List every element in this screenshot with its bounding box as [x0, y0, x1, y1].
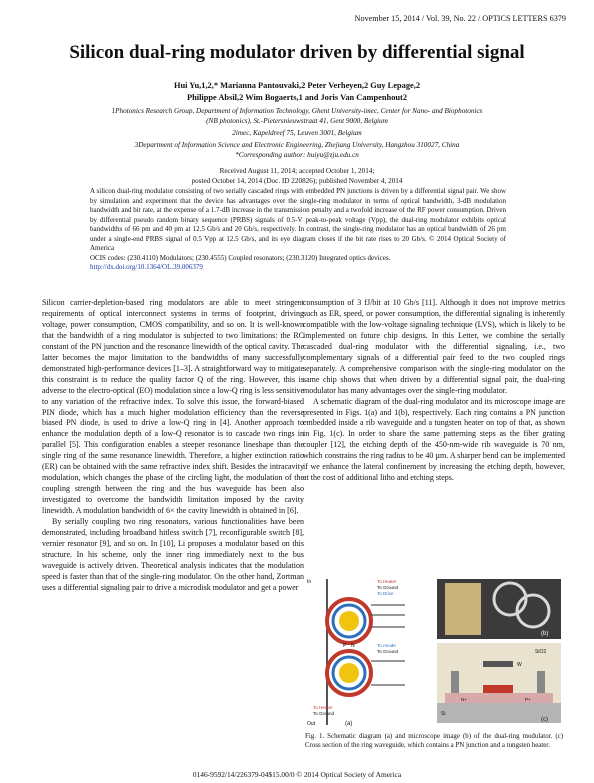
label-n-plus: N+ — [461, 697, 467, 702]
label-w: W — [517, 662, 522, 668]
affiliation-1-line-1: 1Photonics Research Group, Department of Information Technology, Ghent University-imec, Center for Nano- and Biophotonics — [111, 107, 483, 115]
author-line-1: Hui Yu,1,2,* Marianna Pantouvaki,2 Peter Verheyen,2 Guy Lepage,2 — [173, 81, 421, 90]
via-left — [451, 671, 459, 693]
affiliation-1-line-2: (NB photonics), St.-Pietersnieuwstraat 41, Gent 9000, Belgium — [206, 117, 388, 125]
microscope-panel — [437, 579, 561, 639]
heater-pad-upper — [339, 611, 359, 631]
via-right — [537, 671, 545, 693]
label-to-ground-2: To Ground — [377, 649, 399, 654]
panel-a-label: (a) — [345, 721, 353, 727]
running-head: November 15, 2014 / Vol. 39, No. 22 / OPTICS LETTERS 6379 — [354, 14, 566, 23]
label-to-ground-3: To Ground — [313, 711, 335, 716]
ocis-codes: OCIS codes: (230.4110) Modulators; (230.4555) Coupled resonators; (230.3120) Integrated optics devices. — [90, 253, 391, 262]
abstract-text: A silicon dual-ring modulator consisting of two serially cascaded rings with embedded PN junctions is driven by a differential signal pair. We show by simulation and experiment that the device has advantages over the single-ring modulator in terms of optical bandwidth, 3-dB modulation bandwidth and bit rate, at the expense of a 1.7-dB increase in the transmission penalty and a twofold increase of the RF power consumption. Driven by differential pseudo random binary sequence (PRBS) signals of 0.5-V peak-to-peak voltage (Vpp), the dual-ring modulator exhibits optical bandwidths of 66 pm and 40 pm at 12.5 Gb/s and 20 Gb/s, respectively. In contrast, the single-ring modulator has an optical bandwidth of 26 pm under a single-end PRBS signal of 0.5 Vpp at 12.5 Gb/s, and its eye diagram closes if the bit rate rises to 20 Gb/s. © 2014 Optical Society of America — [90, 187, 506, 253]
label-to-heater-2: To Heater — [313, 705, 333, 710]
panel-c-label: (c) — [541, 717, 548, 723]
label-n: N — [351, 643, 355, 649]
body-column-right — [303, 298, 565, 484]
cross-section-panel — [437, 643, 561, 723]
schematic-panel — [307, 579, 405, 727]
panel-b-label: (b) — [541, 631, 549, 637]
affiliation-3: 3Department of Information Science and Electronic Engineering, Zhejiang University, Hangzhou 310027, China — [134, 141, 460, 149]
figure-1 — [305, 575, 563, 730]
label-p-plus: P+ — [525, 697, 531, 702]
affiliation-2: 2imec, Kapeldreef 75, Leuven 3001, Belgium — [232, 129, 362, 137]
label-out: Out — [307, 721, 316, 727]
label-sio2: SiO2 — [535, 649, 547, 655]
page-footer: 0146-9592/14/226379-04$15.00/0 © 2014 Optical Society of America — [192, 770, 402, 779]
dates-line-2: posted October 14, 2014 (Doc. ID 220826); published November 4, 2014 — [191, 177, 403, 185]
label-to-drive: To Drive — [377, 591, 394, 596]
dates-line-1: Received August 11, 2014; accepted October 1, 2014; — [219, 167, 375, 175]
paragraph: A schematic diagram of the dual-ring modulator and its microscope image are presented in Figs. 1(a) and 1(b), respectively. Each ring contains a PN junction embedded inside a rib waveguide and a tungsten heater on top of that, as shown in Fig. 1(c). In order to share the same patterning steps as the fiber grating coupler [12], the etching depth of the 450-nm-wide rib waveguide is 70 nm, which constrains the ring radius to be 40 µm. A sharper bend can be implemented if we enhance the lateral confinement by increasing the etching depth, however, at the cost of additional litho and etching steps. — [303, 396, 565, 483]
paper-title: Silicon dual-ring modulator driven by differential signal — [69, 42, 525, 63]
label-to-heater-1: To Heater — [377, 579, 397, 584]
author-list — [0, 80, 594, 104]
figure-1-caption: Fig. 1. Schematic diagram (a) and microscope image (b) of the dual-ring modulator. (c) Cross section of the ring waveguide, which contains a PN junction and a tungsten heater. — [305, 733, 563, 749]
tungsten-heater — [483, 661, 513, 667]
corresponding-author: *Corresponding author: huiyu@zju.edu.cn — [235, 151, 359, 159]
body-column-left — [42, 298, 304, 594]
author-line-2: Philippe Absil,2 Wim Bogaerts,1 and Joris Van Campenhout2 — [186, 93, 408, 102]
label-to-ground-1: To Ground — [377, 585, 399, 590]
label-si: Si — [441, 711, 446, 717]
paragraph: By serially coupling two ring resonators, various functionalities have been demonstrated, including broadband hitless switch [7], reconfigurable switch [8], vernier resonator [9], and so on. In [10], Li proposes a modulator based on this structure. In his scheme, only the inner ring immediately next to the bus waveguide is actively driven. Theoretical analysis indicates that the modulation speed is faster than that of the single-ring modulator. On the other hand, Zortman uses a differential signaling pair to drive a microdisk modulator and get a power — [42, 517, 304, 592]
label-p: P — [343, 643, 347, 649]
label-to-anode: To Anode — [377, 643, 396, 648]
paragraph: consumption of 3 fJ/bit at 10 Gb/s [11]. Although it does not improve metrics such as ER, speed, or power consumption, the differential signaling is inherently compatible with the low-voltage signaling technique (LVS), which is likely to be implemented on future chip designs. In this Letter, we combine the serially cascaded dual-ring modulator with the differential signaling, i.e., two complementary signals of a differential pair feed to the two coupled rings separately. A comprehensive comparison with the single-ring modulator on the same chip shows that when driven by a differential signal pair, the dual-ring modulator has many advantages over the single-ring modulator. — [303, 298, 565, 395]
publication-dates — [0, 166, 594, 186]
paragraph: Silicon carrier-depletion-based ring modulators are able to meet stringent requirements of optical interconnect systems in terms of footprint, driving voltage, power consumption, CMOS compatibility, and so on. It is well-known that the bandwidth of a ring modulator is subjected to two limitations: the RC constant of the PN junction and the resonance linewidth of the optical cavity. The latter becomes the major limitation to the bandwidths of many successfully demonstrated high-performance devices [1–3]. A straightforward way to mitigate this constraint is to reduce the quality factor Q of the ring. However, this is adverse to the electro-optical (EO) modulation since a low-Q ring is less sensitive to any variation of the refractive index. To solve this issue, the forward-biased PIN diode, which has a much higher modulation efficiency than the reverse biased PN diode, is used to drive a low-Q ring in [4]. Another approach to enhance the modulation depth of a low-Q resonator is to cascade two rings in parallel [5]. This configuration enables a steeper resonance lineshape than the single ring of the same resonance linewidth. Therefore, a higher extinction ratio (ER) can be obtained with the same refractive index shift. Besides the intracavity modulation, which changes the phase of the circling light, the modulation of the coupling strength between the ring and the bus waveguide has been also investigated to overcome the bandwidth limitation imposed by the cavity linewidth. A modulation bandwidth of 6× the cavity linewidth is obtained in [6]. — [42, 298, 304, 516]
label-in: In — [307, 579, 312, 585]
metal-pad — [445, 583, 481, 635]
figure-1-graphic — [305, 575, 563, 730]
doi-link[interactable]: http://dx.doi.org/10.1364/OL.39.006379 — [90, 263, 203, 272]
rib-waveguide — [483, 685, 513, 693]
abstract — [90, 187, 506, 273]
heater-pad-lower — [339, 663, 359, 683]
